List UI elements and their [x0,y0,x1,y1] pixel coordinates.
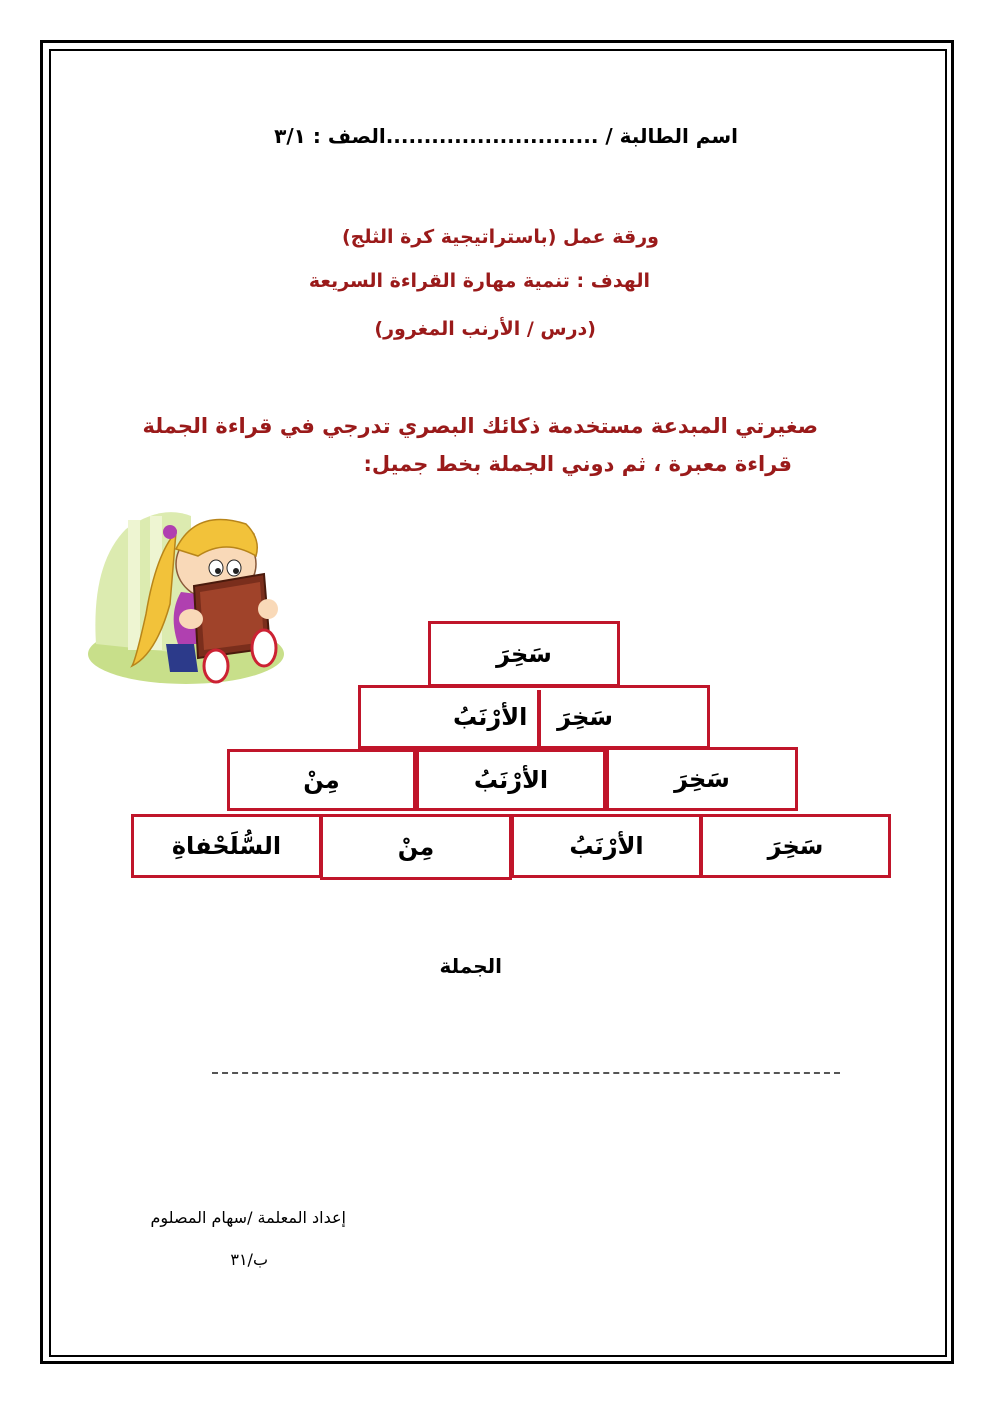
sentence-label: الجملة [439,954,502,978]
word-label: سَخِرَ [767,832,824,860]
row2-divider [537,690,541,746]
student-name-line: اسم الطالبة / ............................الصف : ٣/١ [274,124,738,148]
word-label: سَخِرَ [557,703,613,731]
word-label: مِنْ [397,833,435,861]
prepared-by: إعداد المعلمة /سهام المصلوم [150,1208,346,1227]
word-label: الأرْنَبُ [569,832,644,860]
word-label: سَخِرَ [674,765,730,793]
pyramid-row3-word1 [606,747,798,811]
worksheet-title: ورقة عمل (باستراتيجية كرة الثلج) [341,226,659,248]
pyramid-row3-word3 [227,749,416,811]
girl-reading-book-illustration [86,494,288,690]
goal-title: الهدف : تنمية مهارة القراءة السريعة [308,270,650,292]
pyramid-row4-word4 [131,814,322,878]
pyramid-row4-word3 [320,814,512,880]
word-label: الأرْنَبُ [473,766,549,794]
word-label: سَخِرَ [496,640,552,668]
word-label: الأرْنَبُ [453,703,528,731]
word-label: السُّلَحْفاةِ [171,832,282,860]
pyramid-row1-word1 [428,621,620,687]
writing-line [212,1072,840,1074]
lesson-title: (درس / الأرنب المغرور) [374,318,596,340]
word-label: مِنْ [303,766,340,794]
pyramid-row4-word1 [700,814,891,878]
pyramid-row3-word2 [416,749,606,811]
instruction-line-2: قراءة معبرة ، ثم دوني الجملة بخط جميل: [363,452,792,476]
pyramid-row4-word2 [511,814,702,878]
pyramid-row2 [358,685,710,749]
instruction-line-1: صغيرتي المبدعة مستخدمة ذكائك البصري تدرجي في قراءة الجملة [142,414,818,438]
page-code: ب/٣١ [230,1250,268,1269]
